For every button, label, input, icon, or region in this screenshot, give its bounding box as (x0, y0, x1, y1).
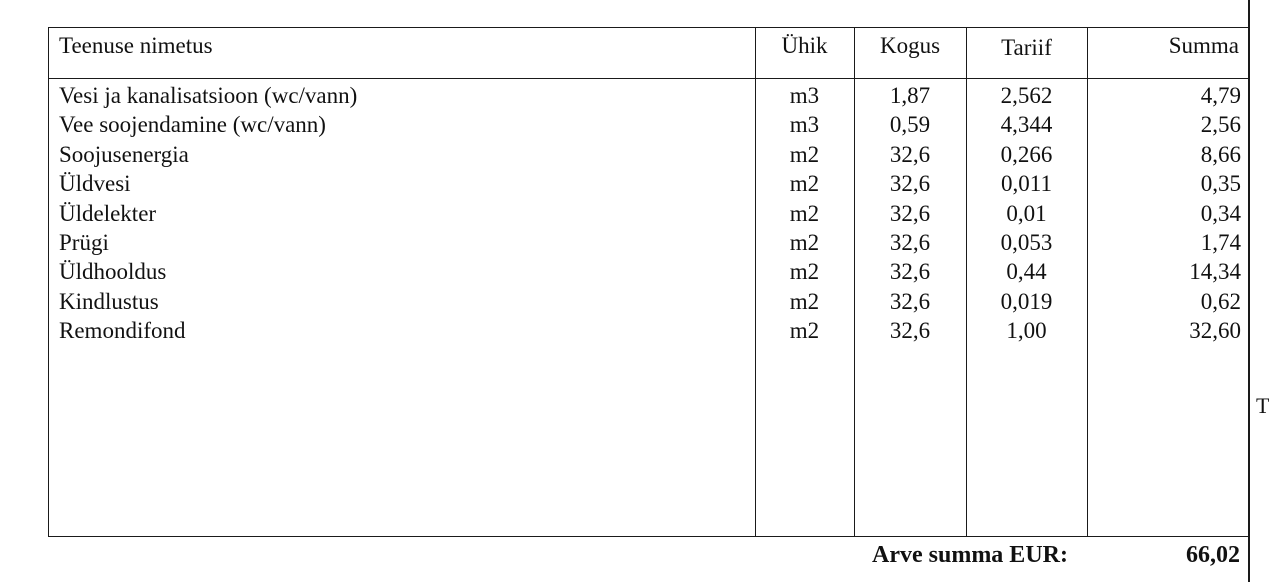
service-unit: m3 (789, 112, 820, 138)
table-body (49, 81, 1249, 346)
table-row (49, 81, 1249, 110)
service-rate: 4,344 (1000, 112, 1053, 138)
service-name: Soojusenergia (59, 141, 189, 167)
service-sum: 1,74 (1200, 229, 1241, 255)
service-name: Üldvesi (59, 171, 131, 197)
service-quantity: 32,6 (889, 229, 931, 255)
service-name: Üldelekter (59, 200, 157, 226)
service-sum: 14,34 (1189, 259, 1241, 285)
service-quantity: 0,59 (889, 112, 931, 138)
header-sum: Summa (1168, 33, 1239, 58)
service-rate: 0,44 (1006, 259, 1047, 285)
service-sum: 0,62 (1200, 288, 1241, 314)
service-rate: 0,053 (1000, 229, 1053, 255)
invoice-total-label: Arve summa EUR: (872, 542, 1068, 568)
service-sum: 2,56 (1200, 112, 1241, 138)
edge-glyph: T (1256, 393, 1269, 418)
service-rate: 1,00 (1006, 318, 1047, 344)
invoice-table (48, 27, 1250, 537)
service-unit: m2 (789, 288, 820, 314)
service-name: Vee soojendamine (wc/vann) (59, 112, 326, 138)
service-sum: 0,34 (1200, 200, 1241, 226)
service-quantity: 32,6 (889, 259, 931, 285)
service-unit: m2 (789, 259, 820, 285)
header-service-name: Teenuse nimetus (59, 33, 213, 58)
service-sum: 4,79 (1200, 83, 1241, 108)
service-quantity: 1,87 (889, 83, 931, 108)
header-rate: Tariif (1001, 35, 1052, 60)
service-sum: 0,35 (1200, 171, 1241, 197)
service-quantity: 32,6 (889, 288, 931, 314)
header-quantity: Kogus (879, 33, 941, 58)
table-row (49, 257, 1249, 286)
table-row (49, 140, 1249, 169)
service-unit: m2 (789, 318, 820, 344)
service-quantity: 32,6 (889, 141, 931, 167)
service-unit: m2 (789, 200, 820, 226)
service-unit: m2 (789, 141, 820, 167)
table-row (49, 316, 1249, 345)
service-rate: 0,266 (1000, 141, 1053, 167)
service-rate: 0,019 (1000, 288, 1053, 314)
service-unit: m3 (789, 83, 820, 108)
table-row (49, 199, 1249, 228)
header-divider (49, 78, 1249, 79)
service-quantity: 32,6 (889, 171, 931, 197)
service-name: Remondifond (59, 318, 186, 344)
service-name: Kindlustus (59, 288, 159, 314)
service-rate: 2,562 (1000, 83, 1053, 108)
service-unit: m2 (789, 229, 820, 255)
service-quantity: 32,6 (889, 200, 931, 226)
service-name: Vesi ja kanalisatsioon (wc/vann) (59, 83, 358, 108)
service-rate: 0,011 (1001, 171, 1052, 197)
service-name: Üldhooldus (59, 259, 167, 285)
table-row (49, 228, 1249, 257)
service-rate: 0,01 (1006, 200, 1047, 226)
table-row (49, 287, 1249, 316)
service-sum: 8,66 (1200, 141, 1241, 167)
service-unit: m2 (789, 171, 820, 197)
service-name: Prügi (59, 229, 109, 255)
service-sum: 32,60 (1189, 318, 1241, 344)
invoice-total-value: 66,02 (1186, 542, 1240, 568)
service-quantity: 32,6 (889, 318, 931, 344)
table-row (49, 169, 1249, 198)
table-row (49, 110, 1249, 139)
header-unit: Ühik (781, 33, 828, 58)
